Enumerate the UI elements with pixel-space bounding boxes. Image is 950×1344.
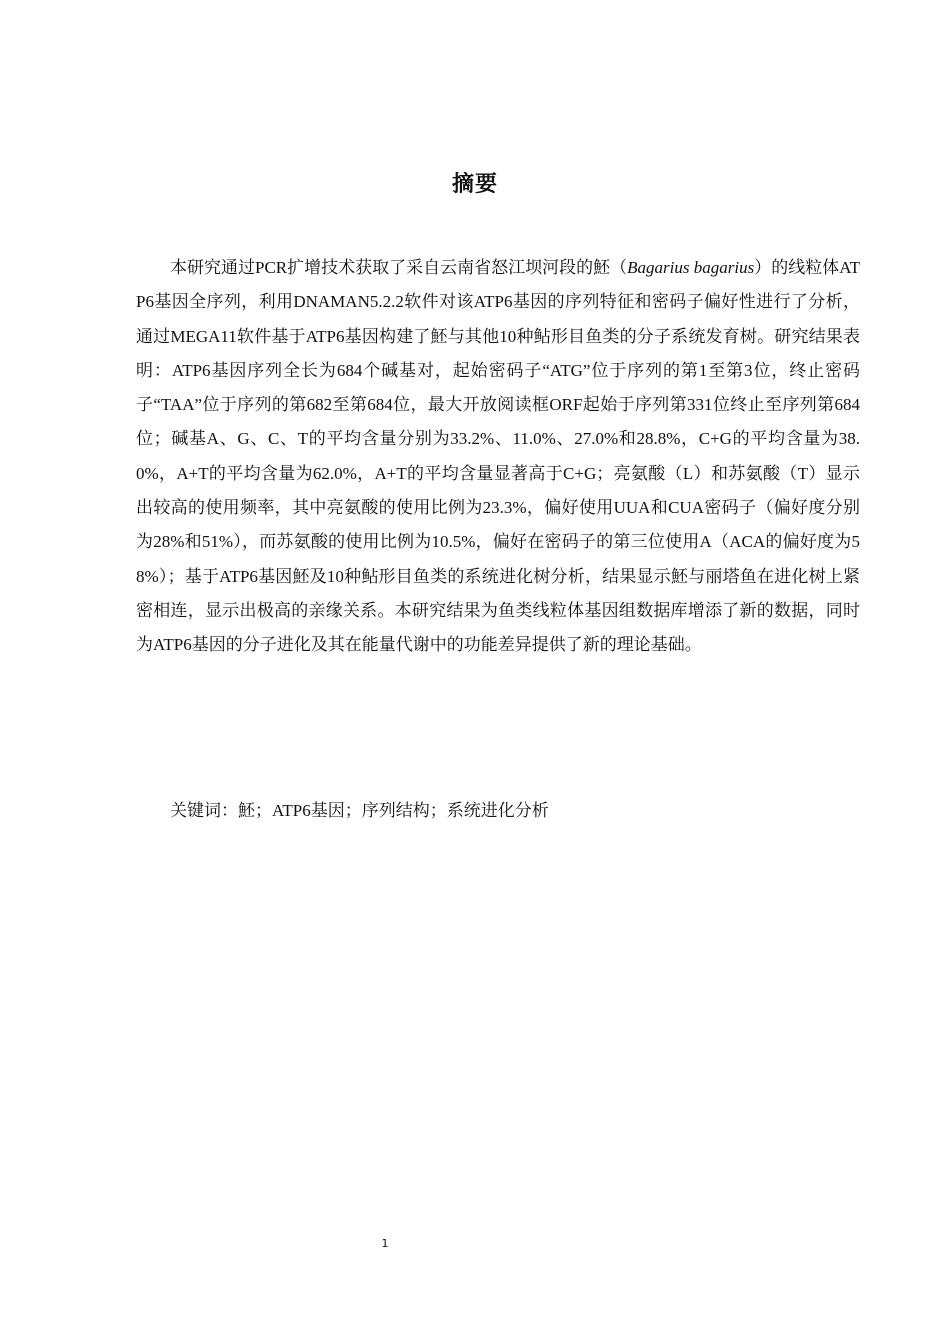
page-title: 摘要: [451, 172, 498, 197]
keywords-line: 关键词：魾；ATP6基因；序列结构；系统进化分析: [170, 801, 549, 820]
abstract-text-part-2: ）的线粒体ATP6基因全序列，利用DNAMAN5.2.2软件对该ATP6基因的序列特征和密码子偏好性进行了分析，通过MEGA11软件基于ATP6基因构建了魾与其他10种鲇形目鱼类的分子系统发育树。研究结果表明：ATP6基因序列全长为684个碱基对，起始密码子“ATG”位于序列的第1至第3位，终止密码子“TAA”位于序列的第682至第684位，最大开放阅读框ORF起始于序列第331位终止至序列第684位；碱基A、G、C、T的平均含量分别为33.2%、11.0%、27.0%和28.8%，C+G的平均含量为38.0%，A+T的平均含量为62.0%，A+T的平均含量显著高于C+G；亮氨酸（L）和苏氨酸（T）显示出较高的使用频率，其中亮氨酸的使用比例为23.3%，偏好使用UUA和CUA密码子（偏好度分别为28%和51%），而苏氨酸的使用比例为10.5%，偏好在密码子的第三位使用A（ACA的偏好度为58%）；基于ATP6基因魾及10种鲇形目鱼类的系统进化树分析，结果显示魾与丽塔鱼在进化树上紧密相连，显示出极高的亲缘关系。本研究结果为鱼类线粒体基因组数据库增添了新的数据，同时为ATP6基因的分子进化及其在能量代谢中的功能差异提供了新的理论基础。: [136, 258, 860, 655]
page-number: 1: [381, 1237, 389, 1250]
abstract-text-part-1: 本研究通过PCR扩增技术获取了采自云南省怒江坝河段的魾（: [170, 258, 628, 277]
species-latin-name: Bagarius bagarius: [627, 258, 755, 277]
abstract-paragraph: [136, 251, 860, 663]
